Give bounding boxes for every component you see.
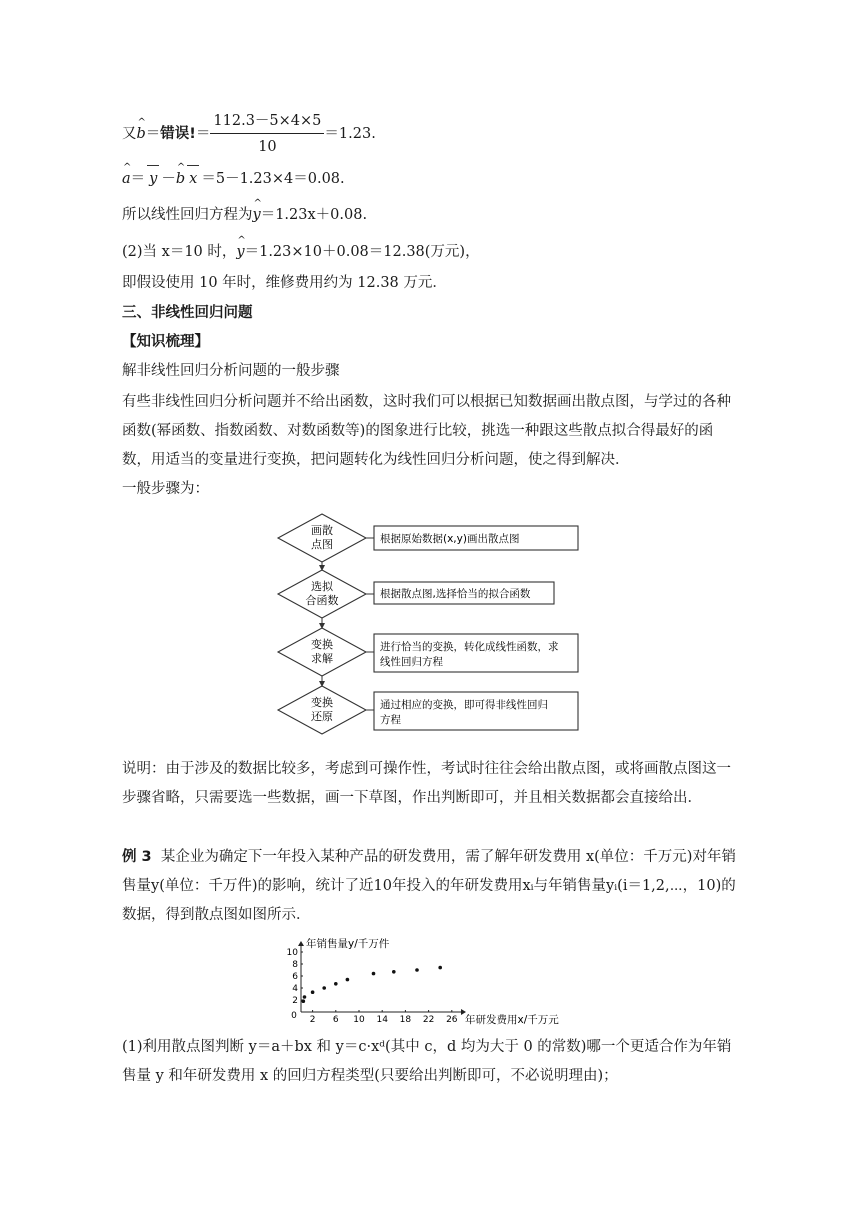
flow-desc-text: 根据散点图,选择恰当的拟合函数 xyxy=(380,588,531,600)
fraction-numerator: 112.3－5×4×5 xyxy=(210,110,324,134)
equals-sign: ＝ xyxy=(195,126,211,142)
example-label: 例 3 xyxy=(122,849,152,865)
chart-axes xyxy=(287,941,466,1025)
x-tick-label: 22 xyxy=(422,1015,435,1025)
chart-points xyxy=(302,966,442,1003)
scatter-point xyxy=(392,970,396,974)
diamond-label: 合函数 xyxy=(305,594,339,607)
a-result: ＝5－1.23×4＝0.08. xyxy=(201,171,345,187)
x-axis-label: 年研发费用x/千万元 xyxy=(465,1014,559,1026)
y-tick-label: 4 xyxy=(292,984,298,994)
question-2-line xyxy=(122,241,480,263)
flow-step-3 xyxy=(278,628,578,676)
regression-equation: ＝1.23x＋0.08. xyxy=(260,207,368,223)
x-tick-label: 6 xyxy=(332,1015,339,1025)
y-tick-label: 6 xyxy=(292,972,298,982)
b-hat-var: b xyxy=(175,171,186,187)
a-hat-line xyxy=(122,168,345,190)
diamond-label: 选拟 xyxy=(311,580,333,593)
y-tick-label: 10 xyxy=(286,948,298,958)
scatter-point xyxy=(322,986,326,990)
scatter-chart xyxy=(286,938,576,1026)
q2-prefix: (2)当 x＝10 时， xyxy=(122,244,237,260)
scatter-point xyxy=(303,995,307,999)
b-hat-line xyxy=(122,110,376,158)
diamond-label: 还原 xyxy=(311,710,333,723)
flow-step-2 xyxy=(278,570,554,618)
intro-paragraph: 有些非线性回归分析问题并不给出函数，这时我们可以根据已知数据画出散点图，与学过的各种函数(幂函数、指数函数、对数函数等)的图象进行比较，挑选一种跟这些散点拟合得最好的函数，用适当的变量进行变换，把问题转化为线性回归分析问题，使之得到解决． xyxy=(122,394,731,468)
x-tick-label: 26 xyxy=(446,1015,458,1025)
x-tick-label: 2 xyxy=(309,1015,316,1025)
general-steps-label: 一般步骤为： xyxy=(122,481,209,497)
y-tick-label: 2 xyxy=(292,996,298,1006)
equals-sign: ＝ xyxy=(130,171,146,187)
flow-desc-box xyxy=(374,692,578,730)
x-tick-label: 14 xyxy=(376,1015,388,1025)
x-bar: x xyxy=(189,171,198,187)
y-hat-var: y xyxy=(252,207,261,223)
flow-desc-text: 线性回归方程 xyxy=(380,656,443,668)
scatter-point xyxy=(372,972,376,976)
a-hat-var: a xyxy=(122,171,131,187)
q2-conclusion: 即假设使用 10 年时，维修费用约为 12.38 万元． xyxy=(122,275,447,291)
x-tick-label: 18 xyxy=(399,1015,412,1025)
scatter-point xyxy=(346,978,350,982)
scatter-point xyxy=(311,990,315,994)
flow-step-4 xyxy=(278,686,578,734)
flow-step-1 xyxy=(278,514,578,562)
scatter-point xyxy=(302,999,306,1003)
flow-desc-text: 进行恰当的变换，转化成线性函数，求 xyxy=(380,641,559,653)
example-text: 某企业为确定下一年投入某种产品的研发费用，需了解年研发费用 x(单位：千万元)对年销售量y(单位：千万件)的影响，统计了近10年投入的年研发费用xᵢ与年销售量yᵢ(i＝1,2,⋯，10)的数据，得到散点图如图所示． xyxy=(122,849,736,923)
b-prefix: 又 xyxy=(122,126,137,142)
diamond-label: 变换 xyxy=(311,696,333,709)
y-axis-label: 年销售量y/千万件 xyxy=(306,938,390,950)
equals-sign: ＝ xyxy=(145,126,161,142)
scatter-point xyxy=(438,966,442,970)
section-heading: 三、非线性回归问题 xyxy=(122,305,253,321)
fraction-denominator: 10 xyxy=(258,139,277,155)
error-marker: 错误! xyxy=(160,126,196,142)
b-hat-var: b xyxy=(136,126,146,142)
q2-calculation: ＝1.23×10＋0.08＝12.38(万元)， xyxy=(244,244,480,260)
x-tick-label: 10 xyxy=(353,1015,365,1025)
scatter-point xyxy=(415,968,419,972)
steps-title: 解非线性回归分析问题的一般步骤 xyxy=(122,363,340,379)
diamond-label: 变换 xyxy=(311,638,333,651)
y-bar: y xyxy=(149,171,158,187)
knowledge-tag: 【知识梳理】 xyxy=(122,334,209,350)
flow-desc-text: 根据原始数据(x,y)画出散点图 xyxy=(380,533,520,545)
diamond-label: 点图 xyxy=(311,538,333,551)
scatter-point xyxy=(334,982,338,986)
diamond-label: 画散 xyxy=(311,524,333,537)
regression-line xyxy=(122,204,367,226)
b-result: ＝1.23. xyxy=(324,126,376,142)
y-tick-label: 8 xyxy=(292,960,298,970)
flow-desc-text: 通过相应的变换，即可得非线性回归 xyxy=(380,699,548,711)
b-fraction xyxy=(210,110,324,158)
y-axis-arrow xyxy=(298,941,304,946)
regression-prefix: 所以线性回归方程为 xyxy=(122,207,253,223)
note-paragraph: 说明：由于涉及的数据比较多，考虑到可操作性，考试时往往会给出散点图，或将画散点图这一步骤省略，只需要选一些数据，画一下草图，作出判断即可，并且相关数据都会直接给出． xyxy=(122,761,731,806)
minus-sign: － xyxy=(161,171,176,187)
question-1-paragraph: (1)利用散点图判断 y＝a＋bx 和 y＝c·xᵈ(其中 c，d 均为大于 0 的常数)哪一个更适合作为年销售量 y 和年研发费用 x 的回归方程类型(只要给出判断即可，不必说明理由)； xyxy=(122,1039,732,1084)
example-3-paragraph xyxy=(122,843,740,930)
origin-label: 0 xyxy=(291,1011,297,1021)
flowchart xyxy=(270,512,600,752)
diamond-label: 求解 xyxy=(311,652,333,665)
flow-desc-text: 方程 xyxy=(380,714,401,726)
y-hat-var: y xyxy=(236,244,245,260)
